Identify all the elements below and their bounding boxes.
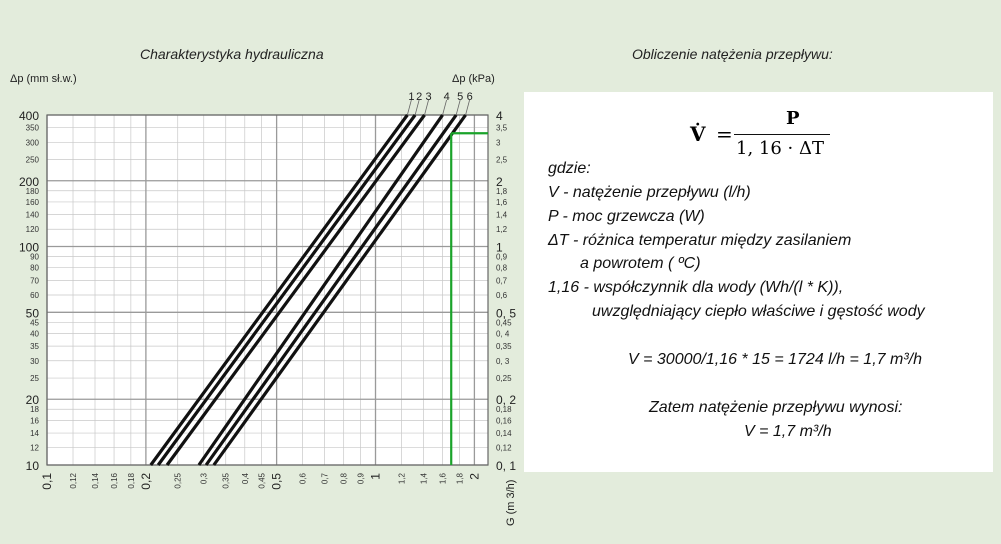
text-dt-definition-cont: a powrotem ( ºC) [580, 255, 701, 272]
x-tick-label: 0,8 [339, 473, 349, 485]
plot-area [47, 115, 488, 465]
chart-title: Charakterystyka hydrauliczna [140, 46, 324, 62]
y-right-axis-label: Δp (kPa) [452, 73, 495, 85]
x-tick-label: 0,6 [298, 473, 308, 485]
x-tick-label: 1,6 [438, 473, 448, 485]
curve-label-6: 6 [466, 91, 473, 103]
y-left-tick-label: 350 [25, 123, 39, 133]
y-right-tick-label: 0,9 [496, 252, 508, 262]
x-tick-label: 1,2 [397, 473, 407, 485]
formula-equals: = [716, 122, 733, 146]
y-right-tick-label: 0,35 [496, 342, 512, 352]
y-right-tick-label: 0,14 [496, 429, 512, 439]
calculation-title: Obliczenie natężenia przepływu: [632, 46, 833, 62]
y-right-tick-label: 1,6 [496, 197, 508, 207]
y-left-tick-label: 30 [30, 356, 39, 366]
y-left-tick-label: 120 [25, 225, 39, 235]
y-left-tick-label: 10 [25, 459, 39, 473]
x-tick-label: 0,2 [138, 473, 153, 490]
y-right-tick-label: 0,7 [496, 276, 508, 286]
y-right-tick-label: 0,45 [496, 318, 512, 328]
y-left-tick-label: 140 [25, 210, 39, 220]
y-left-tick-label: 50 [25, 306, 39, 321]
text-calculation: V = 30000/1,16 * 15 = 1724 l/h = 1,7 m³/h [628, 351, 922, 368]
text-dt-definition: ΔT - różnica temperatur między zasilaniem [548, 232, 852, 249]
y-left-tick-label: 16 [30, 416, 39, 426]
y-left-tick-label: 90 [30, 252, 39, 262]
x-tick-label: 0,16 [110, 473, 120, 489]
curve-label-2: 2 [416, 91, 423, 103]
y-left-tick-label: 160 [25, 197, 39, 207]
y-left-tick-label: 40 [30, 329, 39, 339]
y-right-tick-label: 0,8 [496, 263, 508, 273]
y-right-tick-label: 0,12 [496, 443, 512, 453]
y-left-tick-label: 60 [30, 290, 39, 300]
y-right-tick-label: 0, 2 [496, 393, 517, 408]
x-tick-label: 0,3 [199, 473, 209, 485]
x-axis-label: G (m 3/h) [505, 479, 517, 526]
text-coefficient-definition-cont: uwzględniający ciepło właściwe i gęstość wody [592, 303, 925, 320]
y-left-tick-label: 300 [25, 138, 39, 148]
y-right-tick-label: 0,18 [496, 405, 512, 415]
x-tick-label: 0,5 [269, 473, 284, 490]
y-right-tick-label: 0,25 [496, 374, 512, 384]
y-right-tick-label: 0, 1 [496, 459, 517, 473]
x-tick-label: 1,8 [455, 473, 465, 485]
y-right-tick-label: 0, 3 [496, 356, 510, 366]
text-where: gdzie: [548, 160, 591, 177]
text-result-intro: Zatem natężenie przepływu wynosi: [649, 399, 903, 416]
x-tick-label: 0,12 [69, 473, 79, 489]
y-left-tick-label: 80 [30, 263, 39, 273]
curve-label-5: 5 [457, 91, 464, 103]
y-right-tick-label: 2 [496, 174, 503, 189]
curve-label-1: 1 [408, 91, 415, 103]
y-right-tick-label: 1,2 [496, 225, 508, 235]
y-left-tick-label: 12 [30, 443, 39, 453]
x-tick-label: 0,1 [40, 473, 54, 490]
x-tick-label: 0,35 [221, 473, 231, 489]
y-right-tick-label: 1 [496, 240, 503, 255]
text-coefficient-definition: 1,16 - współczynnik dla wody (Wh/(l * K)), [548, 279, 844, 296]
y-right-tick-label: 0, 4 [496, 329, 510, 339]
y-right-tick-label: 0, 5 [496, 306, 517, 321]
y-right-tick-label: 2,5 [496, 155, 508, 165]
y-left-tick-label: 100 [18, 240, 39, 255]
y-left-tick-label: 400 [18, 109, 39, 123]
y-right-tick-label: 0,16 [496, 416, 512, 426]
y-left-tick-label: 25 [30, 374, 39, 384]
x-tick-label: 0,14 [91, 473, 101, 489]
x-tick-label: 0,9 [356, 473, 366, 485]
formula-lhs: V̇ [690, 122, 706, 146]
text-p-definition: P - moc grzewcza (W) [548, 208, 705, 225]
y-right-tick-label: 1,8 [496, 186, 508, 196]
y-left-axis-label: Δp (mm sł.w.) [10, 73, 77, 85]
x-tick-label: 0,25 [173, 473, 183, 489]
flow-formula [690, 108, 850, 158]
x-tick-label: 0,4 [240, 473, 250, 485]
formula-denominator: 1, 16 · ΔT [736, 138, 824, 159]
x-tick-label: 2 [467, 473, 482, 480]
x-tick-label: 0,45 [257, 473, 267, 489]
y-right-tick-label: 3 [496, 138, 501, 148]
text-result: V = 1,7 m³/h [744, 423, 832, 440]
y-right-tick-label: 4 [496, 109, 503, 123]
y-left-tick-label: 35 [30, 342, 39, 352]
y-left-tick-label: 20 [25, 393, 39, 408]
text-v-definition: V - natężenie przepływu (l/h) [548, 184, 751, 201]
x-tick-label: 1 [368, 473, 383, 480]
y-left-tick-label: 18 [30, 405, 39, 415]
y-left-tick-label: 14 [30, 429, 39, 439]
y-right-tick-label: 3,5 [496, 123, 508, 133]
x-tick-label: 1,4 [419, 473, 429, 485]
y-left-tick-label: 45 [30, 318, 39, 328]
formula-numerator: P [786, 108, 800, 129]
y-left-tick-label: 180 [25, 186, 39, 196]
x-tick-label: 0,7 [320, 473, 330, 485]
fraction-bar [734, 134, 830, 135]
y-left-tick-label: 70 [30, 276, 39, 286]
y-right-tick-label: 0,6 [496, 290, 508, 300]
y-right-tick-label: 1,4 [496, 210, 508, 220]
x-tick-label: 0,18 [126, 473, 136, 489]
curve-label-3: 3 [425, 91, 432, 103]
y-left-tick-label: 200 [18, 174, 39, 189]
y-left-tick-label: 250 [25, 155, 39, 165]
curve-label-4: 4 [443, 91, 450, 103]
